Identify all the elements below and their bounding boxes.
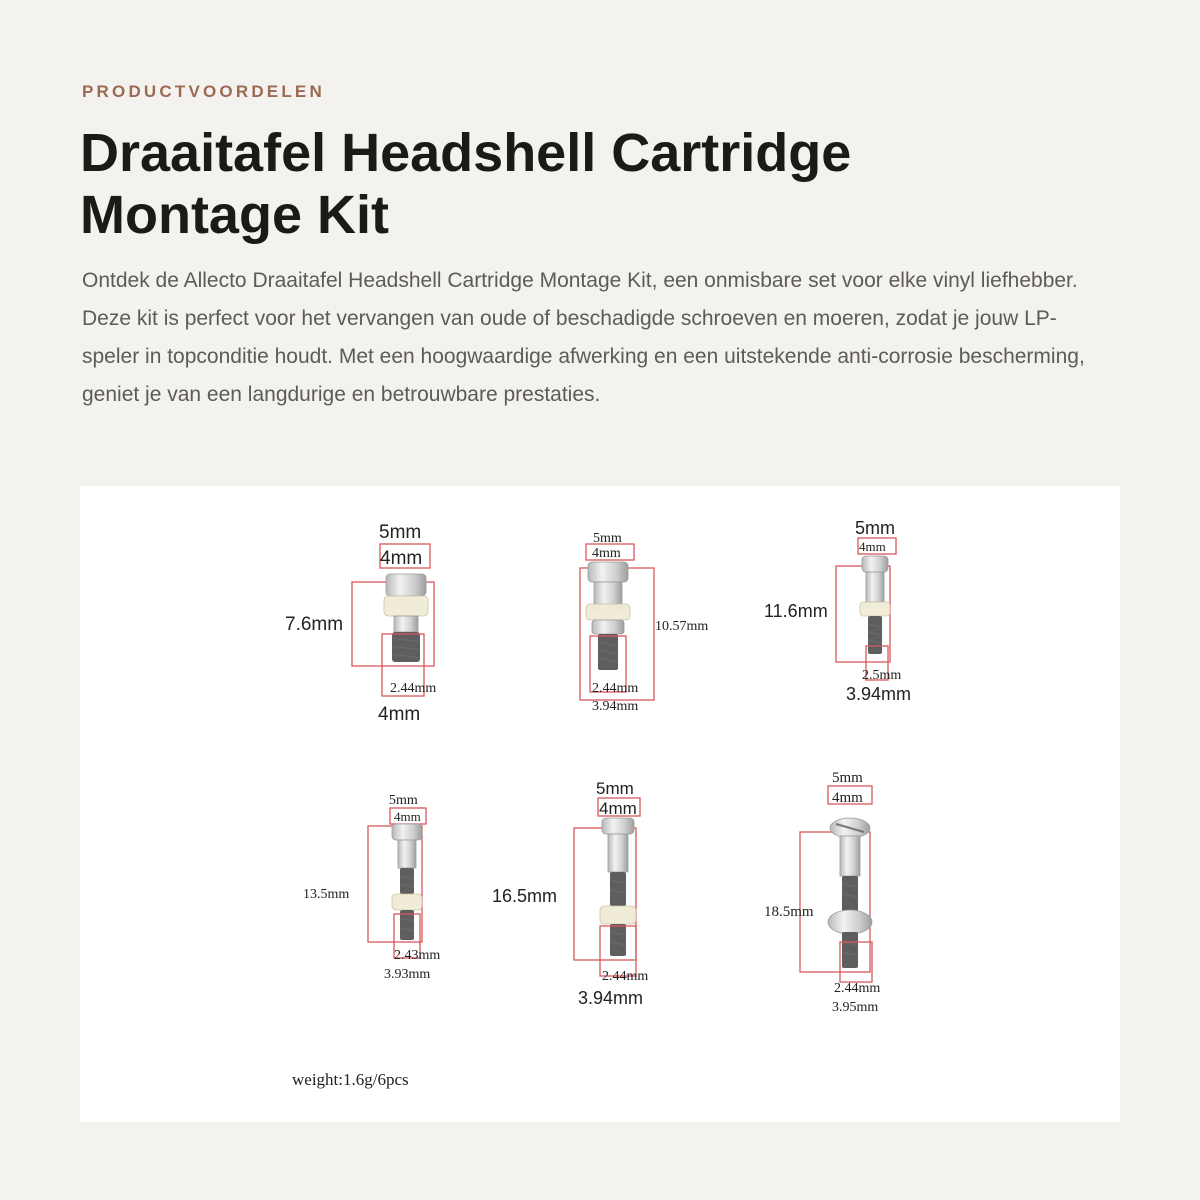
screw-5-thread (610, 924, 626, 956)
screw-2 (580, 531, 708, 714)
screw-1-neck (394, 616, 418, 632)
screw-5-bottom: 3.94mm (578, 988, 644, 1008)
screw-2-length: 10.57mm (655, 619, 709, 634)
weight-label: weight:1.6g/6pcs (292, 1070, 409, 1089)
screw-6 (764, 770, 880, 1015)
screw-5-shank (608, 834, 628, 872)
screw-3-bottom: 3.94mm (846, 684, 912, 704)
screw-3-length: 11.6mm (764, 601, 828, 621)
screw-1-head (386, 574, 426, 596)
screw-1-head-outer: 5mm (379, 522, 422, 543)
screw-1-thread-label: 2.44mm (390, 681, 437, 696)
screw-3-shank (866, 572, 884, 602)
screw-3-washer (860, 602, 890, 616)
screw-4-length: 13.5mm (303, 887, 350, 902)
page-title: Draaitafel Headshell Cartridge Montage Kit (80, 123, 852, 245)
screw-5-thread-label: 2.44mm (602, 969, 649, 984)
screw-5-washer (600, 906, 636, 924)
screw-3-head-inner: 4mm (859, 539, 886, 554)
screw-2-head-outer: 5mm (593, 531, 622, 546)
screw-1-length: 7.6mm (285, 614, 344, 635)
screw-3-head-outer: 5mm (855, 518, 895, 538)
screw-2-thread-label: 2.44mm (592, 681, 639, 696)
screw-5-head-outer: 5mm (596, 779, 634, 798)
screw-6-shank (840, 836, 860, 876)
screw-4-head (392, 824, 422, 840)
screw-2-bottom: 3.94mm (592, 699, 639, 714)
screw-6-length: 18.5mm (764, 904, 814, 920)
screw-1-washer (384, 596, 428, 616)
screw-6-head-outer: 5mm (832, 770, 863, 786)
screw-3-thread-label: 2.5mm (862, 668, 902, 683)
screw-2-head-inner: 4mm (592, 546, 621, 561)
screw-1 (285, 522, 436, 725)
screw-1-head-inner: 4mm (380, 548, 423, 569)
screw-5 (492, 779, 648, 1008)
screw-4-bottom: 3.93mm (384, 967, 431, 982)
screw-3-head (862, 556, 888, 572)
screw-3 (764, 518, 911, 704)
screw-4-thread-upper (400, 868, 414, 894)
screw-2-washer (586, 604, 630, 620)
screw-4-washer (392, 894, 422, 910)
eyebrow-label: PRODUCTVOORDELEN (82, 82, 325, 101)
screw-4-thread-label: 2.43mm (394, 948, 441, 963)
screw-2-nut (592, 620, 624, 634)
screw-1-bottom: 4mm (378, 704, 421, 725)
screw-6-nut (828, 910, 872, 934)
intro-paragraph: Ontdek de Allecto Draaitafel Headshell Cartridge Montage Kit, een onmisbare set voor elke vinyl liefhebber. Deze kit is perfect voor het vervangen van oude of beschadigde schroeven en moeren, zodat je jouw LP-speler in topconditie houdt. Met een hoogwaardige afwerking en een uitstekende anti-corrosie bescherming, geniet je van een langdurige en betrouwbare prestaties. (82, 269, 1085, 406)
screw-5-length: 16.5mm (492, 886, 558, 906)
screw-5-head-inner: 4mm (599, 799, 637, 818)
screw-6-bottom: 3.95mm (832, 1000, 879, 1015)
screw-4-head-outer: 5mm (389, 793, 418, 808)
screw-4-head-inner: 4mm (394, 809, 421, 824)
screw-4-shank (398, 840, 416, 868)
screw-6-head-inner: 4mm (832, 790, 863, 806)
screw-4 (303, 793, 440, 982)
screw-2-head (588, 562, 628, 582)
screw-5-head (602, 818, 634, 834)
screw-6-thread (842, 932, 858, 968)
product-image-panel (80, 486, 1120, 1122)
screw-dimensions-diagram (80, 486, 1120, 1122)
screw-5-thread-upper (610, 872, 626, 906)
screw-6-thread-label: 2.44mm (834, 981, 881, 996)
